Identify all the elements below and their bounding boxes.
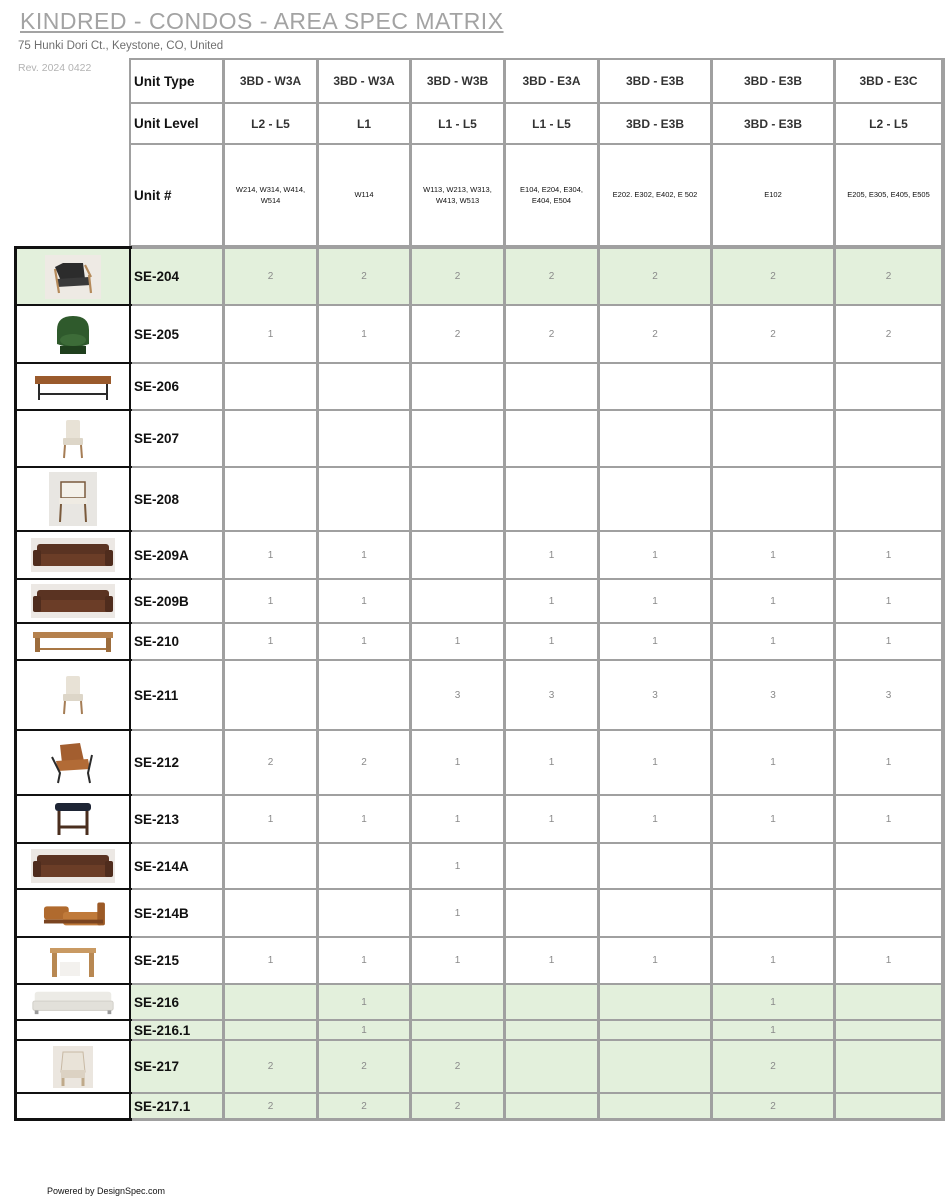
qty-cell-col-1: 1	[225, 580, 316, 622]
qty-cell-col-4	[506, 1041, 597, 1092]
product-image-se-211	[17, 661, 129, 729]
qty-cell-col-1	[225, 985, 316, 1019]
product-image-se-214b	[17, 890, 129, 936]
qty-cell-col-4	[506, 1094, 597, 1118]
leather-sofa-icon	[31, 538, 115, 572]
qty-cell-col-4	[506, 890, 597, 936]
qty-cell-col-4	[506, 411, 597, 466]
qty-cell-col-2: 1	[319, 985, 409, 1019]
product-image-se-208	[17, 468, 129, 530]
leather-sofa-icon	[31, 849, 115, 883]
product-image-se-205	[17, 306, 129, 362]
qty-cell-col-3: 2	[412, 249, 503, 304]
qty-cell-col-5	[600, 1094, 710, 1118]
row-code: SE-209A	[131, 532, 222, 578]
qty-cell-col-5	[600, 411, 710, 466]
qty-cell-col-1	[225, 661, 316, 729]
product-image-se-212	[17, 731, 129, 794]
qty-cell-col-1: 2	[225, 249, 316, 304]
qty-cell-col-2	[319, 468, 409, 530]
product-image-se-216	[17, 985, 129, 1019]
qty-cell-col-4	[506, 1021, 597, 1039]
product-image-se-213	[17, 796, 129, 842]
header-type-col-5: 3BD - E3B	[600, 60, 710, 102]
qty-cell-col-7	[836, 468, 941, 530]
dining-chair-icon	[57, 674, 89, 716]
qty-cell-col-5	[600, 844, 710, 888]
qty-cell-col-6	[713, 890, 833, 936]
qty-cell-col-2	[319, 411, 409, 466]
row-code: SE-216	[131, 985, 222, 1019]
qty-cell-col-1	[225, 1021, 316, 1039]
header-level-col-2: L1	[319, 104, 409, 143]
dining-chair-icon	[57, 418, 89, 460]
qty-cell-col-6	[713, 468, 833, 530]
qty-cell-col-2: 1	[319, 1021, 409, 1039]
lounge-chair-icon	[45, 255, 101, 299]
qty-cell-col-6: 1	[713, 624, 833, 659]
header-type-col-7: 3BD - E3C	[836, 60, 941, 102]
qty-cell-col-3: 1	[412, 844, 503, 888]
leather-armchair-icon	[46, 739, 100, 787]
qty-cell-col-6: 2	[713, 306, 833, 362]
qty-cell-col-2: 1	[319, 580, 409, 622]
qty-cell-col-1	[225, 468, 316, 530]
qty-cell-col-5: 1	[600, 532, 710, 578]
qty-cell-col-5	[600, 364, 710, 409]
product-image-se-217.1	[17, 1094, 129, 1118]
wood-bench-icon	[31, 630, 115, 654]
qty-cell-col-1: 1	[225, 796, 316, 842]
qty-cell-col-2: 2	[319, 1041, 409, 1092]
qty-cell-col-1	[225, 844, 316, 888]
qty-cell-col-3: 1	[412, 624, 503, 659]
qty-cell-col-7: 1	[836, 624, 941, 659]
qty-cell-col-2: 1	[319, 306, 409, 362]
qty-cell-col-7	[836, 890, 941, 936]
leather-sofa-icon	[31, 584, 115, 618]
qty-cell-col-3	[412, 1021, 503, 1039]
qty-cell-col-2: 1	[319, 624, 409, 659]
qty-cell-col-3	[412, 364, 503, 409]
qty-cell-col-3: 2	[412, 1094, 503, 1118]
swivel-chair-icon	[51, 310, 95, 358]
header-level-col-4: L1 - L5	[506, 104, 597, 143]
row-code: SE-204	[131, 249, 222, 304]
header-level-col-6: 3BD - E3B	[713, 104, 833, 143]
dining-armchair-icon	[49, 472, 97, 526]
qty-cell-col-5	[600, 1021, 710, 1039]
product-image-se-217	[17, 1041, 129, 1092]
header-level-col-3: L1 - L5	[412, 104, 503, 143]
row-code: SE-216.1	[131, 1021, 222, 1039]
header-units-col-5: E202. E302, E402, E 502	[600, 145, 710, 245]
product-image-se-210	[17, 624, 129, 659]
qty-cell-col-2: 2	[319, 731, 409, 794]
qty-cell-col-2: 1	[319, 796, 409, 842]
header-units-col-4: E104, E204, E304, E404, E504	[506, 145, 597, 245]
header-label-type: Unit Type	[131, 60, 222, 102]
qty-cell-col-6: 3	[713, 661, 833, 729]
header-type-col-1: 3BD - W3A	[225, 60, 316, 102]
qty-cell-col-1	[225, 411, 316, 466]
qty-cell-col-5	[600, 985, 710, 1019]
product-image-se-214a	[17, 844, 129, 888]
qty-cell-col-5: 2	[600, 249, 710, 304]
header-type-col-3: 3BD - W3B	[412, 60, 503, 102]
qty-cell-col-7	[836, 1094, 941, 1118]
qty-cell-col-4	[506, 985, 597, 1019]
qty-cell-col-7: 1	[836, 580, 941, 622]
qty-cell-col-2	[319, 661, 409, 729]
qty-cell-col-4: 1	[506, 938, 597, 983]
qty-cell-col-6: 2	[713, 249, 833, 304]
qty-cell-col-4: 2	[506, 249, 597, 304]
qty-cell-col-3: 1	[412, 731, 503, 794]
row-code: SE-211	[131, 661, 222, 729]
qty-cell-col-7	[836, 364, 941, 409]
qty-cell-col-4: 1	[506, 532, 597, 578]
qty-cell-col-4	[506, 844, 597, 888]
qty-cell-col-3	[412, 411, 503, 466]
header-units-col-6: E102	[713, 145, 833, 245]
product-image-se-206	[17, 364, 129, 409]
qty-cell-col-7	[836, 985, 941, 1019]
document-address: 75 Hunki Dori Ct., Keystone, CO, United	[18, 40, 224, 52]
qty-cell-col-7: 2	[836, 249, 941, 304]
row-code: SE-206	[131, 364, 222, 409]
row-code: SE-214B	[131, 890, 222, 936]
header-type-col-2: 3BD - W3A	[319, 60, 409, 102]
qty-cell-col-1	[225, 364, 316, 409]
qty-cell-col-7	[836, 411, 941, 466]
header-type-col-4: 3BD - E3A	[506, 60, 597, 102]
qty-cell-col-6: 1	[713, 580, 833, 622]
qty-cell-col-4: 1	[506, 731, 597, 794]
qty-cell-col-4: 2	[506, 306, 597, 362]
qty-cell-col-7	[836, 1041, 941, 1092]
qty-cell-col-3: 1	[412, 796, 503, 842]
row-code: SE-213	[131, 796, 222, 842]
qty-cell-col-3: 2	[412, 1041, 503, 1092]
qty-cell-col-2	[319, 844, 409, 888]
qty-cell-col-2	[319, 890, 409, 936]
qty-cell-col-5: 1	[600, 580, 710, 622]
qty-cell-col-7	[836, 844, 941, 888]
header-type-col-6: 3BD - E3B	[713, 60, 833, 102]
qty-cell-col-1: 1	[225, 306, 316, 362]
qty-cell-col-4: 1	[506, 796, 597, 842]
document-revision: Rev. 2024 0422	[18, 62, 92, 74]
qty-cell-col-3	[412, 468, 503, 530]
qty-cell-col-5: 2	[600, 306, 710, 362]
chaise-icon	[40, 893, 107, 933]
qty-cell-col-7: 2	[836, 306, 941, 362]
qty-cell-col-2: 2	[319, 249, 409, 304]
product-image-se-204	[17, 249, 129, 304]
qty-cell-col-5	[600, 468, 710, 530]
product-image-se-207	[17, 411, 129, 466]
qty-cell-col-1: 2	[225, 1041, 316, 1092]
header-label-units: Unit #	[131, 145, 222, 245]
qty-cell-col-1: 2	[225, 1094, 316, 1118]
qty-cell-col-3: 3	[412, 661, 503, 729]
row-code: SE-207	[131, 411, 222, 466]
qty-cell-col-6: 2	[713, 1094, 833, 1118]
qty-cell-col-7: 1	[836, 796, 941, 842]
qty-cell-col-1: 1	[225, 624, 316, 659]
qty-cell-col-6: 1	[713, 985, 833, 1019]
header-level-col-5: 3BD - E3B	[600, 104, 710, 143]
qty-cell-col-3	[412, 985, 503, 1019]
qty-cell-col-6: 1	[713, 796, 833, 842]
header-units-col-2: W114	[319, 145, 409, 245]
qty-cell-col-5	[600, 890, 710, 936]
qty-cell-col-3: 2	[412, 306, 503, 362]
qty-cell-col-1	[225, 890, 316, 936]
bench-icon	[33, 370, 113, 404]
qty-cell-col-5: 1	[600, 731, 710, 794]
row-code: SE-217.1	[131, 1094, 222, 1118]
qty-cell-col-5: 1	[600, 624, 710, 659]
header-level-col-7: L2 - L5	[836, 104, 941, 143]
row-code: SE-210	[131, 624, 222, 659]
qty-cell-col-4	[506, 364, 597, 409]
accent-chair-icon	[53, 1046, 93, 1088]
qty-cell-col-6	[713, 844, 833, 888]
qty-cell-col-6	[713, 364, 833, 409]
qty-cell-col-5: 3	[600, 661, 710, 729]
row-code: SE-217	[131, 1041, 222, 1092]
qty-cell-col-1: 2	[225, 731, 316, 794]
header-units-col-3: W113, W213, W313, W413, W513	[412, 145, 503, 245]
qty-cell-col-7: 1	[836, 731, 941, 794]
qty-cell-col-6	[713, 411, 833, 466]
header-units-col-1: W214, W314, W414, W514	[225, 145, 316, 245]
qty-cell-col-6: 2	[713, 1041, 833, 1092]
qty-cell-col-1: 1	[225, 532, 316, 578]
document-title: KINDRED - CONDOS - AREA SPEC MATRIX	[20, 8, 504, 34]
header-units-col-7: E205, E305, E405, E505	[836, 145, 941, 245]
header-label-level: Unit Level	[131, 104, 222, 143]
qty-cell-col-7	[836, 1021, 941, 1039]
qty-cell-col-4: 3	[506, 661, 597, 729]
qty-cell-col-5: 1	[600, 796, 710, 842]
side-table-icon	[46, 942, 100, 980]
qty-cell-col-4	[506, 468, 597, 530]
header-level-col-1: L2 - L5	[225, 104, 316, 143]
row-code: SE-212	[131, 731, 222, 794]
qty-cell-col-7: 3	[836, 661, 941, 729]
qty-cell-col-3: 1	[412, 938, 503, 983]
qty-cell-col-2	[319, 364, 409, 409]
qty-cell-col-5	[600, 1041, 710, 1092]
stool-icon	[51, 799, 95, 839]
qty-cell-col-6: 1	[713, 938, 833, 983]
qty-cell-col-1: 1	[225, 938, 316, 983]
product-image-se-209a	[17, 532, 129, 578]
row-code: SE-205	[131, 306, 222, 362]
qty-cell-col-6: 1	[713, 1021, 833, 1039]
row-code: SE-209B	[131, 580, 222, 622]
qty-cell-col-7: 1	[836, 938, 941, 983]
product-image-se-209b	[17, 580, 129, 622]
qty-cell-col-4: 1	[506, 624, 597, 659]
qty-cell-col-3: 1	[412, 890, 503, 936]
row-code: SE-214A	[131, 844, 222, 888]
row-code: SE-208	[131, 468, 222, 530]
qty-cell-col-4: 1	[506, 580, 597, 622]
qty-cell-col-2: 1	[319, 938, 409, 983]
qty-cell-col-7: 1	[836, 532, 941, 578]
qty-cell-col-3	[412, 580, 503, 622]
footer-powered-by: Powered by DesignSpec.com	[47, 1186, 166, 1196]
qty-cell-col-5: 1	[600, 938, 710, 983]
qty-cell-col-6: 1	[713, 532, 833, 578]
qty-cell-col-6: 1	[713, 731, 833, 794]
qty-cell-col-2: 1	[319, 532, 409, 578]
product-image-se-215	[17, 938, 129, 983]
qty-cell-col-3	[412, 532, 503, 578]
product-image-se-216.1	[17, 1021, 129, 1039]
white-sofa-icon	[31, 988, 115, 1016]
qty-cell-col-2: 2	[319, 1094, 409, 1118]
row-code: SE-215	[131, 938, 222, 983]
